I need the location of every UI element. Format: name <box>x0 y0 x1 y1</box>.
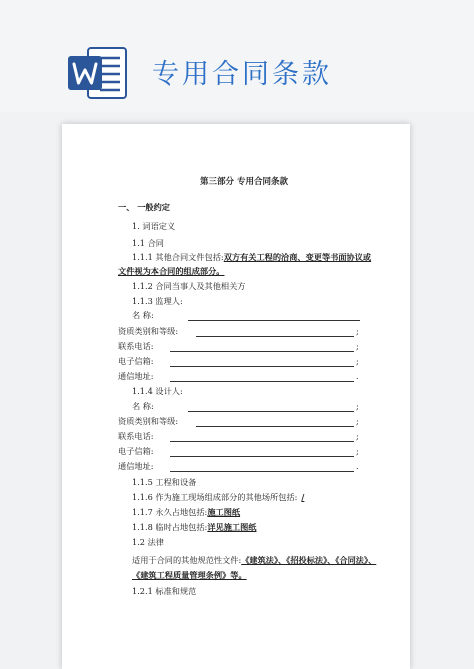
clause-label: 1.1.6 作为施工现场组成部分的其他场所包括: <box>132 492 298 502</box>
designer-qualification-label: 资质类别和等级: <box>118 416 179 426</box>
section-definitions: 1. 词语定义 <box>132 221 176 231</box>
designer-phone-line <box>170 441 354 442</box>
clause-1-1-5: 1.1.5 工程和设备 <box>132 477 197 487</box>
clause-label: 1.1.1 其他合同文件包括: <box>132 252 224 262</box>
document-page <box>62 124 410 669</box>
clause-1-1-3: 1.1.3 监理人: <box>132 296 183 306</box>
word-icon <box>64 42 134 102</box>
field-suffix: ; <box>356 356 359 366</box>
clause-1-1-1 <box>132 252 371 262</box>
field-suffix: ; <box>356 326 359 336</box>
supervisor-address-line <box>170 381 354 382</box>
clause-value: / <box>301 492 305 502</box>
clause-1-1-7 <box>132 507 240 517</box>
clause-value: 双方有关工程的洽商、变更等书面协议或 <box>223 252 372 262</box>
supervisor-qualification-label: 资质类别和等级: <box>118 326 179 336</box>
section-contract: 1.1 合同 <box>132 238 164 248</box>
clause-1-1-4: 1.1.4 设计人: <box>132 386 183 396</box>
designer-address-line <box>170 471 354 472</box>
header-banner <box>0 0 474 112</box>
supervisor-name-label: 名 称: <box>132 310 154 320</box>
section-general: 一、 一般约定 <box>118 202 170 212</box>
designer-address-label: 通信地址: <box>118 461 154 471</box>
clause-value: 施工图纸 <box>207 507 241 517</box>
page-title: 专用合同条款 <box>152 59 332 90</box>
field-suffix: ; <box>356 446 359 456</box>
law-text <box>132 555 376 565</box>
clause-1-1-8 <box>132 522 256 532</box>
law-text-cont: 《建筑工程质量管理条例》等。 <box>132 570 247 580</box>
clause-label: 1.1.7 永久占地包括: <box>132 507 208 517</box>
clause-1-1-6 <box>132 492 308 502</box>
clause-1-2-1: 1.2.1 标准和规范 <box>132 586 197 596</box>
field-suffix: ; <box>356 341 359 351</box>
field-suffix: ; <box>356 416 359 426</box>
clause-1-1-1-cont: 文件视为本合同的组成部分。 <box>118 266 225 276</box>
clause-value: 详见施工图纸 <box>207 522 257 532</box>
designer-qualification-line <box>196 426 354 427</box>
supervisor-phone-line <box>170 351 354 352</box>
law-text-value: 《建筑法》、《招投标法》、《合同法》、 <box>241 555 377 565</box>
designer-email-label: 电子信箱: <box>118 446 154 456</box>
clause-label: 1.1.8 临时占地包括: <box>132 522 208 532</box>
supervisor-name-line <box>188 320 360 321</box>
designer-name-label: 名 称: <box>132 401 154 411</box>
supervisor-email-line <box>170 366 354 367</box>
supervisor-email-label: 电子信箱: <box>118 356 154 366</box>
section-law: 1.2 法律 <box>132 537 164 547</box>
field-suffix: ; <box>356 401 359 411</box>
supervisor-phone-label: 联系电话: <box>118 341 154 351</box>
field-suffix: ; <box>356 431 359 441</box>
designer-name-line <box>188 411 354 412</box>
law-text-label: 适用于合同的其他规范性文件: <box>132 555 242 565</box>
supervisor-address-label: 通信地址: <box>118 371 154 381</box>
designer-email-line <box>170 456 354 457</box>
supervisor-qualification-line <box>196 336 354 337</box>
field-suffix: . <box>356 371 359 381</box>
designer-phone-label: 联系电话: <box>118 431 154 441</box>
clause-1-1-2: 1.1.2 合同当事人及其他相关方 <box>132 281 246 291</box>
field-suffix: . <box>356 461 359 471</box>
doc-title: 第三部分 专用合同条款 <box>200 177 288 187</box>
